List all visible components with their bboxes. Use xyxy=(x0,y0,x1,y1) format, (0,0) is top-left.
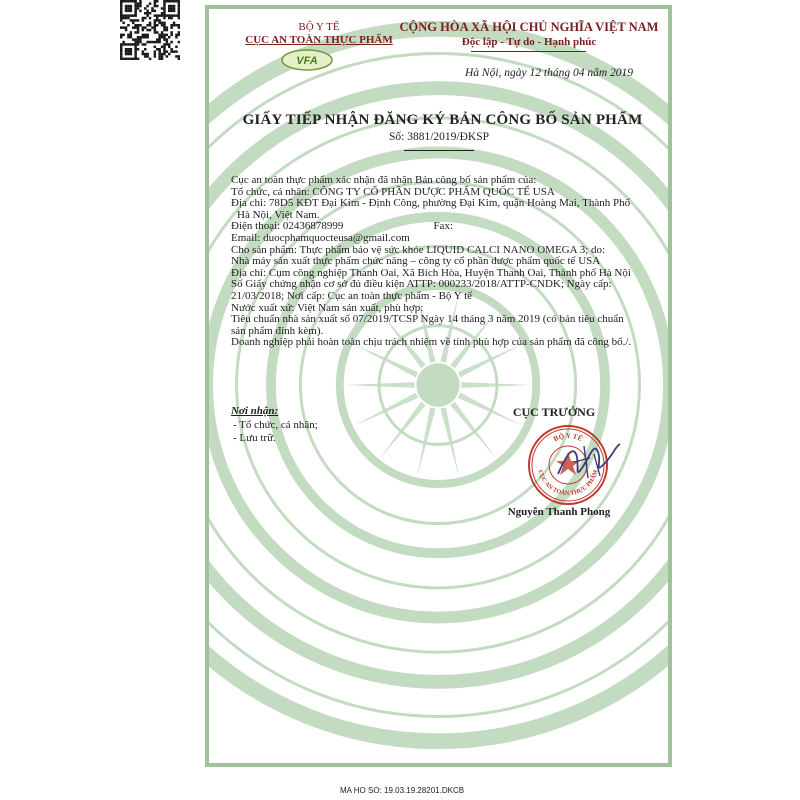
place-date: Hà Nội, ngày 12 tháng 04 năm 2019 xyxy=(464,67,634,79)
certificate xyxy=(205,5,672,767)
country-name: CỘNG HÒA XÃ HỘI CHỦ NGHĨA VIỆT NAM xyxy=(399,20,659,34)
signatory-title: CỤC TRƯỞNG xyxy=(512,405,596,419)
seal-bottom-text: CỤC AN TOÀN THỰC PHẨM xyxy=(536,469,600,498)
motto-underline xyxy=(471,51,586,52)
body-phone: Điện thoại: 02436878999 xyxy=(231,220,344,233)
title-divider xyxy=(404,150,474,151)
body-origin: Nước xuất xứ: Việt Nam sản xuất, phù hợp: xyxy=(231,301,424,314)
document-number: Số: 3881/2019/ĐKSP xyxy=(388,131,489,143)
body-fax: Fax: xyxy=(433,220,453,233)
body-certificate-line2: 21/03/2018; Nơi cấp: Cục an toàn thực phẩm - Bộ Y tế xyxy=(231,289,473,302)
body-email: Email: duocphamquocteusa@gmail.com xyxy=(231,231,410,244)
certificate-body xyxy=(231,175,651,349)
body-factory-address: Địa chỉ: Cụm công nghiệp Thanh Oai, Xã Bích Hòa, Huyện Thanh Oai, Thành phố Hà Nội xyxy=(231,266,631,279)
body-intro: Cục an toàn thực phẩm xác nhận đã nhận Bản công bố sản phẩm của: xyxy=(231,174,537,186)
recipients-title: Nơi nhận: xyxy=(231,405,279,417)
qr-code xyxy=(120,0,180,60)
body-organization: Tổ chức, cá nhân: CÔNG TY CỔ PHẦN DƯỢC PHẨM QUỐC TẾ USA xyxy=(231,185,555,198)
body-address-line2: Hà Nội, Việt Nam. xyxy=(237,208,320,221)
body-factory: Nhà máy sản xuất thực phẩm chức năng – công ty cổ phần dược phẩm quốc tế USA xyxy=(231,255,601,268)
ministry-name: BỘ Y TẾ xyxy=(298,21,340,33)
body-certificate-line1: Số Giấy chứng nhận cơ sở đủ điều kiện ATTP: 000233/2018/ATTP-CNDK; Ngày cấp: xyxy=(231,278,612,291)
body-responsibility: Doanh nghiệp phải hoàn toàn chịu trách nhiệm về tính phù hợp của sản phẩm đã công bố./. xyxy=(231,336,632,349)
vfa-logo-text: VFA xyxy=(296,55,318,67)
recipient-item: - Tổ chức, cá nhân; xyxy=(233,419,318,431)
seal-top-text: BỘ Y TẾ xyxy=(552,431,584,444)
body-address-line1: Địa chỉ: 78D5 KĐT Đại Kim - Định Công, phường Đại Kim, quận Hoàng Mai, Thành Phố xyxy=(231,197,631,210)
signer-name: Nguyễn Thanh Phong xyxy=(507,506,611,518)
recipient-item: - Lưu trữ. xyxy=(233,432,276,444)
vfa-logo xyxy=(281,49,333,71)
document-title: GIẤY TIẾP NHẬN ĐĂNG KÝ BẢN CÔNG BỐ SẢN PHẨM xyxy=(242,112,643,128)
body-standard-line1: Tiêu chuẩn nhà sản xuất số 07/2019/TCSP Ngày 14 tháng 3 năm 2019 (có bản tiêu chuẩn xyxy=(231,313,624,326)
dossier-code: MA HO SO: 19.03.19.28201.DKCB xyxy=(340,786,465,795)
body-standard-line2: sản phẩm đính kèm). xyxy=(231,324,324,337)
qr-code-icon xyxy=(120,0,180,60)
national-motto: Độc lập - Tự do - Hạnh phúc xyxy=(461,36,597,48)
body-product: Cho sản phẩm: Thực phẩm bảo vệ sức khỏe LIQUID CALCI NANO OMEGA 3; do: xyxy=(231,243,606,256)
agency-name: CỤC AN TOÀN THỰC PHẨM xyxy=(245,34,393,46)
